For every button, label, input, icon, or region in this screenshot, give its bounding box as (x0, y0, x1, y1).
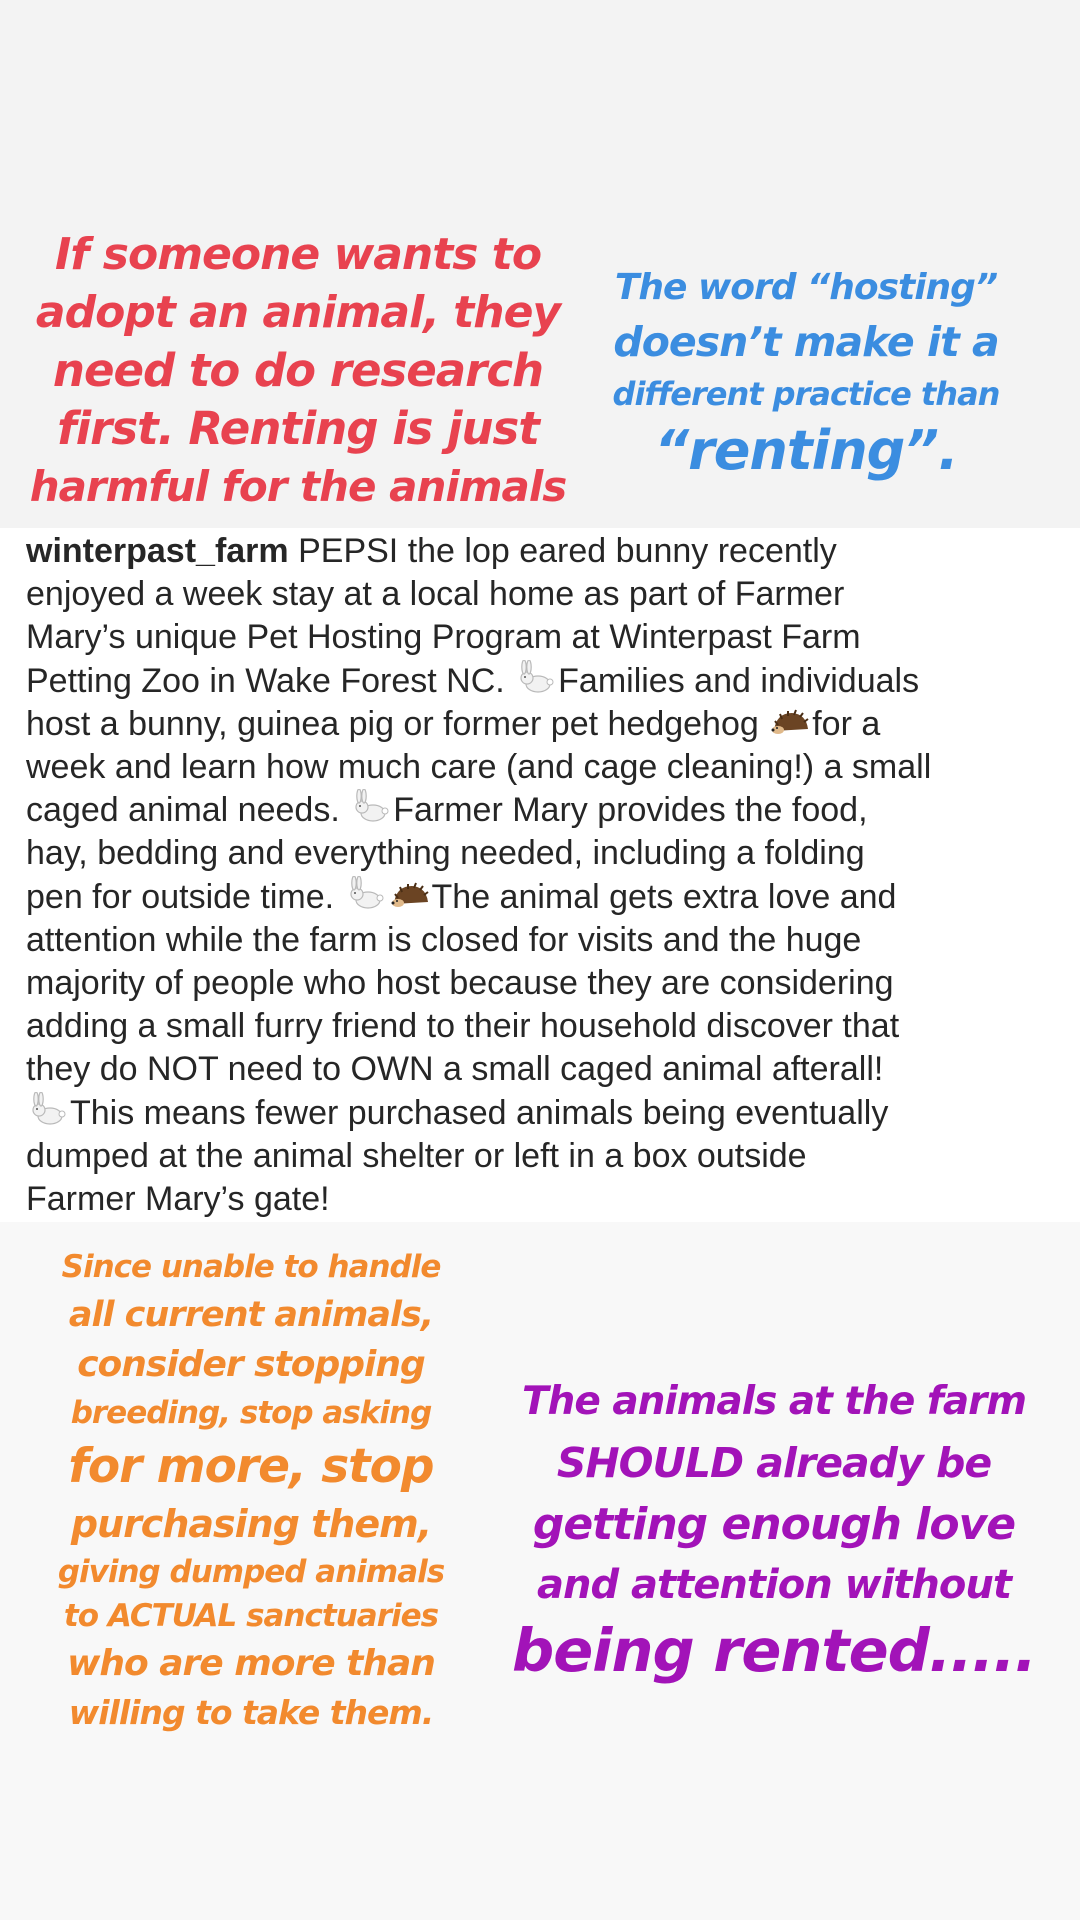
caption-row (26, 876, 1066, 919)
caption-row (26, 530, 1066, 573)
sticker-line: If someone wants to (54, 229, 542, 280)
sticker-line: SHOULD already be (556, 1439, 992, 1487)
caption-row: attention while the farm is closed for visits and the huge (26, 920, 862, 959)
sticker-line: all current animals, (68, 1295, 434, 1335)
rabbit-emoji-icon (346, 876, 386, 912)
sticker-line: adopt an animal, they (35, 287, 561, 338)
caption-text: Petting Zoo in Wake Forest NC. (26, 661, 515, 700)
caption-row: hay, bedding and everything needed, including a folding (26, 834, 865, 873)
sticker-line: for more, stop (68, 1439, 434, 1494)
sticker-line: and attention without (537, 1562, 1011, 1608)
caption-row (26, 660, 1066, 703)
caption-text: pen for outside time. (26, 877, 344, 916)
caption-text: This means fewer purchased animals being eventually (70, 1093, 889, 1132)
sticker-hosting-renting[interactable] (576, 262, 1036, 484)
sticker-line: breeding, stop asking (70, 1395, 432, 1431)
sticker-stop-breeding[interactable] (28, 1244, 474, 1736)
sticker-line: to ACTUAL sanctuaries (63, 1598, 439, 1634)
caption-text: caged animal needs. (26, 791, 350, 830)
caption-text: PEPSI the lop eared bunny recently (288, 532, 837, 570)
caption-row: week and learn how much care (and cage cleaning!) a small (26, 748, 932, 787)
caption-row: enjoyed a week stay at a local home as part of Farmer (26, 575, 845, 614)
sticker-line: getting enough love (532, 1499, 1016, 1550)
sticker-line: The animals at the farm (521, 1379, 1027, 1424)
rabbit-emoji-icon (516, 660, 556, 696)
caption-row: Mary’s unique Pet Hosting Program at Winterpast Farm (26, 618, 861, 657)
hedgehog-emoji-icon (770, 703, 810, 739)
sticker-line: being rented..... (512, 1616, 1036, 1685)
post-caption (26, 530, 1066, 1221)
caption-text: for a (812, 704, 881, 743)
sticker-line: who are more than (67, 1643, 435, 1684)
caption-row: Farmer Mary’s gate! (26, 1180, 330, 1219)
caption-row (26, 703, 1066, 746)
sticker-line: willing to take them. (68, 1693, 434, 1732)
sticker-line: need to do research (52, 344, 544, 397)
rabbit-emoji-icon (28, 1092, 68, 1128)
caption-text: The animal gets extra love and (431, 877, 897, 916)
caption-text: Families and individuals (558, 661, 920, 700)
sticker-line: different practice than (612, 375, 1000, 413)
sticker-line: doesn’t make it a (613, 318, 999, 366)
caption-text: Farmer Mary provides the food, (393, 791, 868, 830)
sticker-line: Since unable to handle (61, 1249, 441, 1285)
caption-row: majority of people who host because they are considering (26, 964, 894, 1003)
sticker-adopt-research[interactable] (20, 226, 576, 516)
username-link[interactable]: winterpast_farm (26, 532, 289, 570)
sticker-line: giving dumped animals (57, 1554, 445, 1590)
sticker-enough-love[interactable] (484, 1372, 1064, 1688)
sticker-line: consider stopping (77, 1344, 425, 1385)
caption-row (26, 1092, 1066, 1135)
sticker-line: The word “hosting” (614, 267, 998, 308)
caption-row: they do NOT need to OWN a small caged animal afterall! (26, 1050, 884, 1089)
caption-row (26, 789, 1066, 832)
hedgehog-emoji-icon (390, 876, 430, 912)
sticker-line: harmful for the animals (29, 462, 567, 511)
sticker-line: first. Renting is just (57, 402, 539, 455)
caption-row: adding a small furry friend to their household discover that (26, 1007, 900, 1046)
sticker-line: purchasing them, (70, 1502, 432, 1546)
sticker-line: “renting”. (654, 419, 958, 482)
caption-row: dumped at the animal shelter or left in a box outside (26, 1136, 807, 1175)
caption-text: host a bunny, guinea pig or former pet hedgehog (26, 704, 769, 743)
rabbit-emoji-icon (351, 789, 391, 825)
